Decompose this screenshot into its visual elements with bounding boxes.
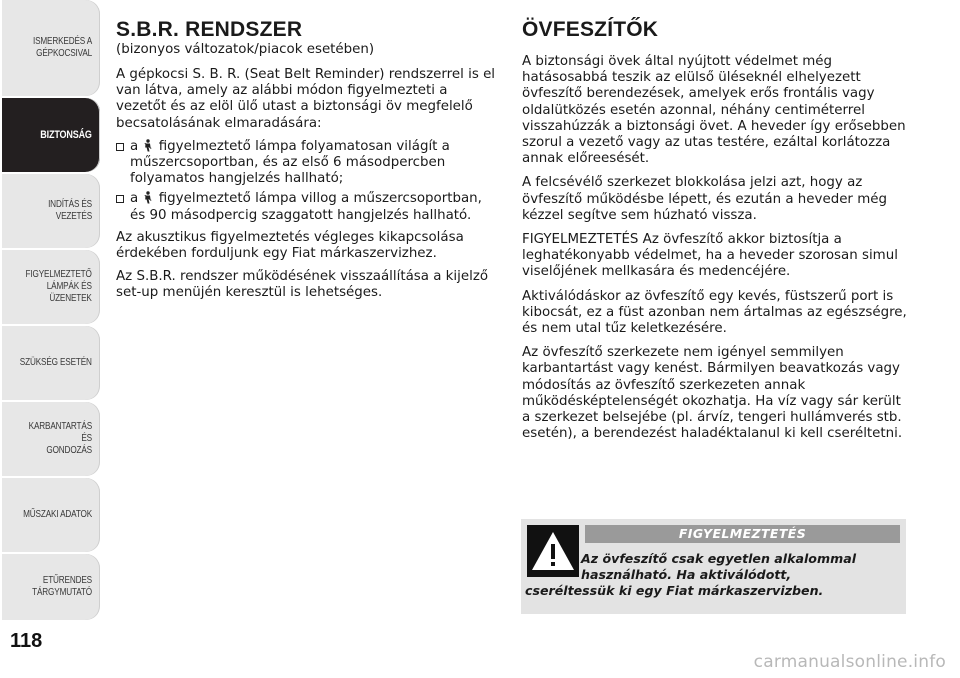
bullet-text: figyelmeztető lámpa folyamatosan világít a műszercsoportban, és az első 6 másodpercben folyamatos hangjelzés hallható;: [130, 138, 450, 187]
bullet-prefix: a: [130, 191, 139, 207]
body-paragraph: Aktiválódáskor az övfeszítő egy kevés, füstszerű port is kibocsát, ez a füst azonban nem ártalmas az egészségre, és nem utal tűz keletkezésére.: [522, 288, 907, 337]
seatbelt-warning-icon: [143, 191, 153, 204]
tab-muszaki[interactable]: [2, 478, 100, 552]
body-paragraph: Az övfeszítő szerkezete nem igényel semmilyen karbantartást vagy kenést. Bármilyen beavatkozás vagy módosítás az övfeszítő szerkezeten annak működésképtelenségét okozhatja. Ha víz vagy sár került a szerkezet belsejébe (pl. árvíz, tengeri hullámverés stb. esetén), a berendezést haladéktalanul ki kell cseréltetni.: [522, 345, 903, 442]
body-paragraph: FIGYELMEZTETÉS Az övfeszítő akkor biztosítja a leghatékonyabb védelmet, ha a heveder szorosan simul viselőjének mellkasára és medencéjére.: [522, 232, 898, 280]
tab-label: ISMERKEDÉS A GÉPKOCSIVAL: [32, 36, 92, 59]
warning-header: FIGYELMEZTETÉS: [585, 525, 900, 543]
tab-biztonsag[interactable]: [2, 98, 100, 172]
section-title: S.B.R. RENDSZER: [116, 18, 303, 41]
tab-ismerkedes[interactable]: [2, 0, 100, 96]
list-item: [116, 191, 496, 223]
tab-karbantartas[interactable]: [2, 402, 100, 476]
warning-line: Az övfeszítő csak egyetlen alkalommal: [581, 551, 857, 566]
warning-line: használható. Ha aktiválódott,: [581, 567, 792, 582]
section-subtitle: (bizonyos változatok/piacok esetében): [116, 42, 375, 57]
list-item: [116, 139, 496, 188]
page-number: 118: [10, 630, 43, 652]
body-paragraph: A biztonsági övek által nyújtott védelmet még hatásosabbá teszik az elülső üléseknél elhelyezett övfeszítő berendezések, amelyek erős frontális vagy oldalütközés esetén azonnal, néhány centiméterrel visszahúzzák a biztonsági övet. A heveder így erősebben szorul a vezető vagy az utas testére, ezáltal korlátozza annak előreesését.: [522, 54, 906, 167]
watermark: carmanualsonline.info: [753, 652, 946, 672]
warning-box: [521, 519, 906, 614]
seatbelt-warning-icon: [143, 139, 153, 152]
tab-label: SZÜKSÉG ESETÉN: [20, 357, 92, 368]
tab-inditas[interactable]: [2, 174, 100, 248]
body-paragraph: A felcsévélő szerkezet blokkolása jelzi azt, hogy az övfeszítő működésbe lépett, és ezután a heveder még kézzel segítve sem húzható vissza.: [522, 175, 887, 223]
tab-label: MŰSZAKI ADATOK: [23, 509, 92, 520]
tab-label: FIGYELMEZTETŐ LÁMPÁK ÉS ÜZENETEK: [25, 269, 92, 304]
ovfeszitok-section: [522, 18, 912, 450]
bullet-text: figyelmeztető lámpa villog a műszercsoportban, és 90 másodpercig szaggatott hangjelzés hallható.: [130, 191, 482, 223]
bullet-prefix: a: [130, 138, 139, 154]
tab-label: INDÍTÁS ÉS VEZETÉS: [48, 199, 92, 222]
warning-line: cseréltessük ki egy Fiat márkaszervizben.: [525, 583, 824, 598]
bullet-list: [116, 139, 496, 224]
intro-paragraph: A gépkocsi S. B. R. (Seat Belt Reminder) rendszerrel is el van látva, amely az alábbi módon figyelmezteti a vezetőt és az elöl ülő utast a biztonsági öv megfelelő becsatolásának elmaradására:: [116, 67, 496, 131]
tab-label: BIZTONSÁG: [40, 129, 92, 141]
tab-label: KARBANTARTÁS ÉS GONDOZÁS: [28, 421, 92, 456]
tab-targymutato[interactable]: [2, 554, 100, 620]
tab-figyelmezteto[interactable]: [2, 250, 100, 324]
checkbox-bullet-icon: [116, 143, 124, 151]
restore-paragraph: Az S.B.R. rendszer működésének visszaállítása a kijelző set-up menüjén keresztül is lehetséges.: [116, 269, 489, 301]
tab-label: ETŰRENDES TÁRGYMUTATÓ: [32, 575, 92, 598]
checkbox-bullet-icon: [116, 195, 124, 203]
tab-szukseg[interactable]: [2, 326, 100, 400]
warning-text: [525, 551, 895, 599]
section-title: ÖVFESZÍTŐK: [522, 18, 659, 41]
chapter-sidebar: [0, 0, 102, 620]
acoustic-paragraph: Az akusztikus figyelmeztetés végleges kikapcsolása érdekében forduljunk egy Fiat márkaszervizhez.: [116, 229, 464, 262]
sbr-section: [116, 18, 496, 309]
